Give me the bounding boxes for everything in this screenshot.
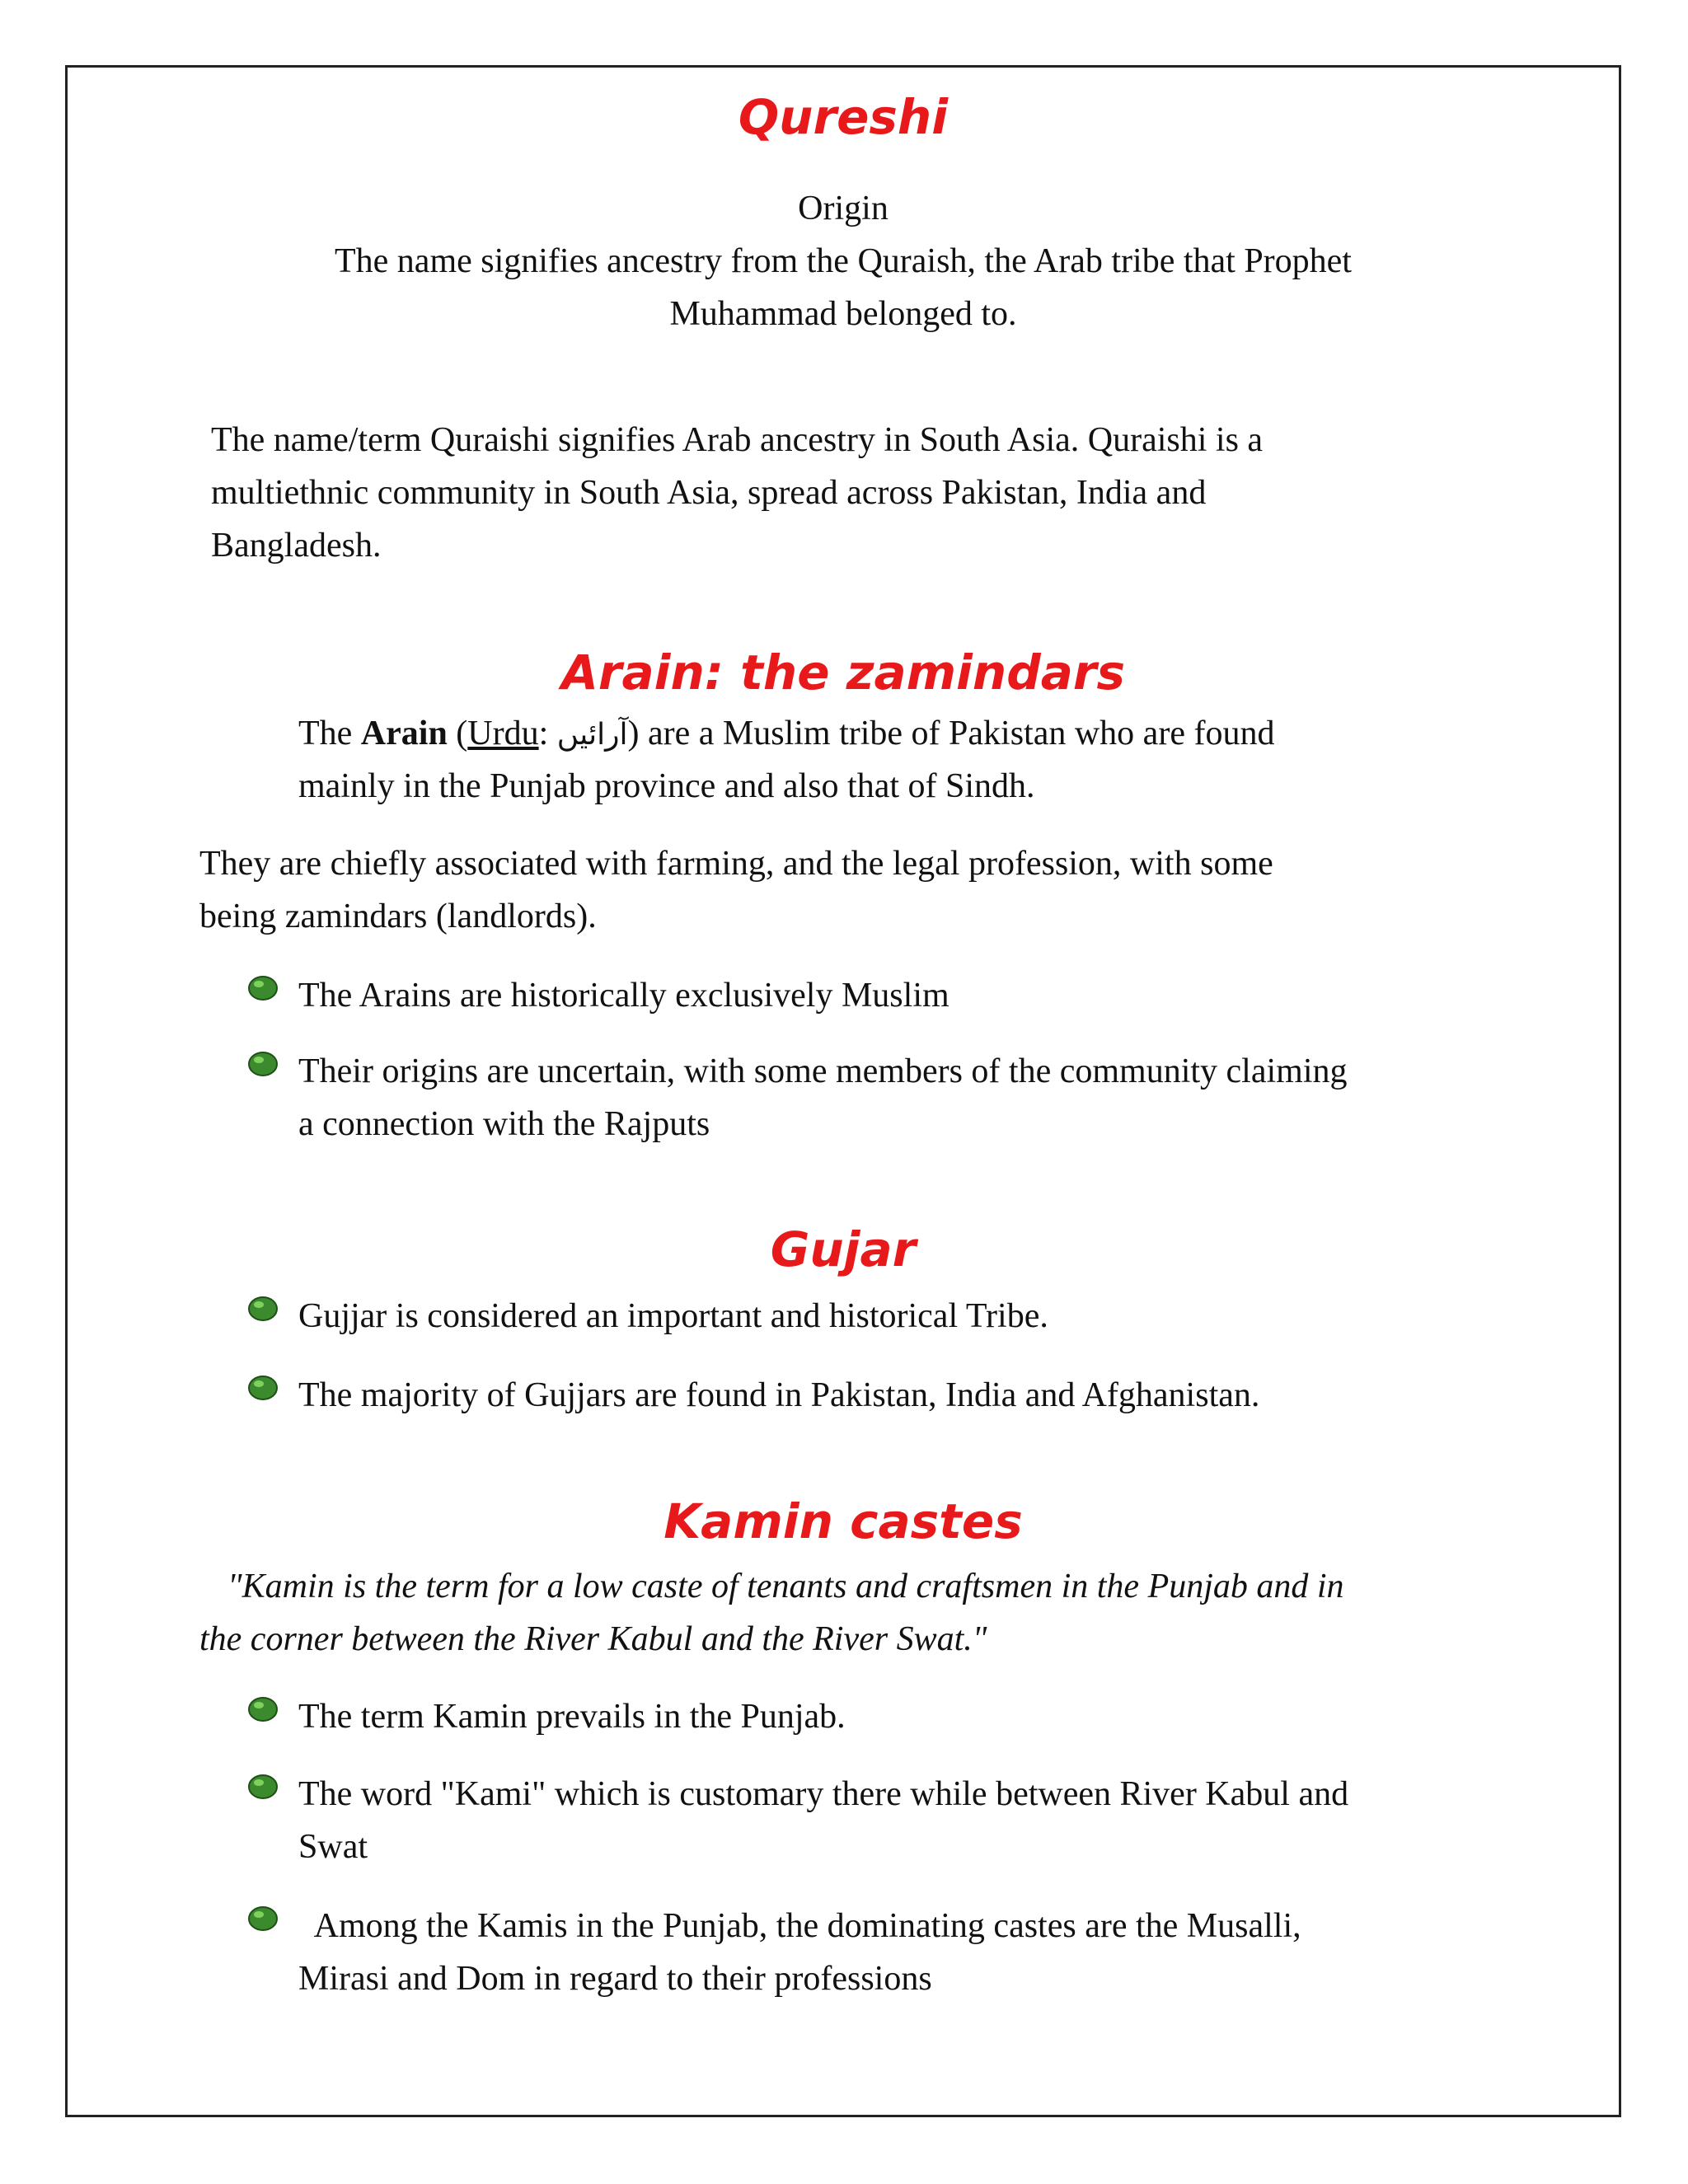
- list-item-text: Among the Kamis in the Punjab, the dominating castes are the Musalli,: [298, 1907, 1301, 1945]
- list-item-text: Their origins are uncertain, with some members of the community claiming: [298, 1052, 1348, 1090]
- arain-urdu-script: آرائیں: [556, 718, 628, 752]
- green-ball-icon: [247, 1295, 279, 1321]
- green-ball-icon: [247, 1374, 279, 1400]
- origin-line-2: Muhammad belonged to.: [669, 295, 1017, 333]
- origin-line-1: The name signifies ancestry from the Quraish, the Arab tribe that Prophet: [335, 242, 1352, 280]
- list-item-text: Gujjar is considered an important and historical Tribe.: [298, 1297, 1048, 1335]
- origin-label: Origin: [798, 190, 889, 227]
- arain-intro-line-2: mainly in the Punjab province and also that of Sindh.: [298, 767, 1035, 805]
- list-item-text: The Arains are historically exclusively Muslim: [298, 977, 950, 1015]
- list-item-text-line-2: Swat: [298, 1828, 368, 1866]
- list-item-text-line-2: a connection with the Rajputs: [298, 1105, 710, 1143]
- heading-arain: Arain: the zamindars: [560, 644, 1126, 701]
- green-ball-icon: [247, 1050, 279, 1076]
- green-ball-icon: [247, 1695, 279, 1722]
- qureshi-para-line-2: multiethnic community in South Asia, spread across Pakistan, India and: [211, 474, 1207, 512]
- arain-intro-rest: ) are a Muslim tribe of Pakistan who are found: [627, 715, 1275, 752]
- heading-gujar: Gujar: [770, 1221, 917, 1277]
- green-ball-icon: [247, 1773, 279, 1799]
- green-ball-icon: [247, 1905, 279, 1931]
- arain-bold-name: Arain: [360, 715, 448, 752]
- heading-qureshi: Qureshi: [738, 89, 949, 145]
- arain-para-line-1: They are chiefly associated with farming, and the legal profession, with some: [199, 845, 1273, 883]
- list-item-text: The word "Kami" which is customary there while between River Kabul and: [298, 1775, 1349, 1813]
- arain-intro-open: (: [447, 715, 468, 752]
- qureshi-para-line-3: Bangladesh.: [211, 527, 382, 565]
- green-ball-icon: [247, 974, 279, 1001]
- arain-intro-colon: :: [538, 715, 557, 752]
- arain-intro-line-1: [298, 707, 1274, 762]
- heading-kamin-castes: Kamin castes: [663, 1493, 1023, 1549]
- list-item-text: The majority of Gujjars are found in Pakistan, India and Afghanistan.: [298, 1376, 1260, 1414]
- arain-intro-the: The: [298, 715, 361, 752]
- arain-para-line-2: being zamindars (landlords).: [199, 898, 597, 935]
- list-item-text-line-2: Mirasi and Dom in regard to their professions: [298, 1960, 932, 1998]
- qureshi-para-line-1: The name/term Quraishi signifies Arab ancestry in South Asia. Quraishi is a: [211, 421, 1264, 459]
- kamin-quote-line-1: "Kamin is the term for a low caste of tenants and craftsmen in the Punjab and in: [227, 1568, 1344, 1605]
- urdu-link[interactable]: Urdu: [467, 715, 539, 752]
- list-item-text: The term Kamin prevails in the Punjab.: [298, 1698, 846, 1736]
- kamin-quote-line-2: the corner between the River Kabul and the River Swat.": [199, 1620, 987, 1658]
